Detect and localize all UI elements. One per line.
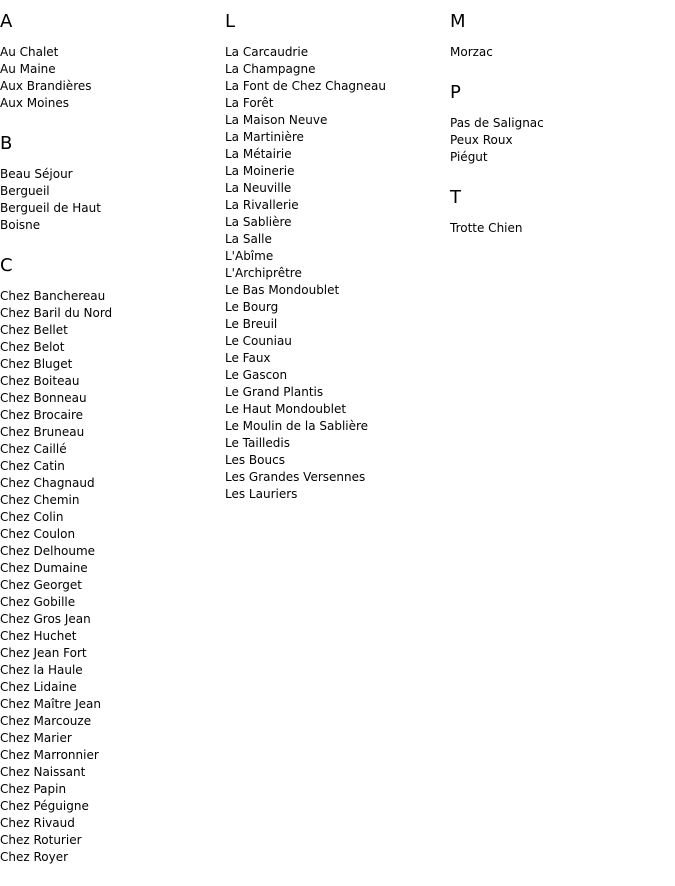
place-link-le-bourg[interactable]: Le Bourg	[225, 300, 279, 314]
list-item	[450, 220, 675, 237]
list-item	[225, 282, 450, 299]
list-item	[0, 44, 225, 61]
list-item	[0, 798, 225, 815]
place-link-chez-banchereau[interactable]: Chez Banchereau	[0, 289, 106, 303]
letter-heading: B	[0, 133, 13, 154]
list-item	[225, 44, 450, 61]
list-item	[225, 316, 450, 333]
place-link-bergueil-de-haut[interactable]: Bergueil de Haut	[0, 201, 101, 215]
place-link-la-metairie[interactable]: La Métairie	[225, 147, 292, 161]
list-item	[225, 384, 450, 401]
place-link-aux-brandieres[interactable]: Aux Brandières	[0, 79, 92, 93]
list-item	[0, 458, 225, 475]
place-link-chez-naissant[interactable]: Chez Naissant	[0, 765, 86, 779]
letter-heading: T	[450, 187, 461, 208]
list-item	[225, 401, 450, 418]
place-link-les-grandes-versennes[interactable]: Les Grandes Versennes	[225, 470, 366, 484]
place-link-le-faux[interactable]: Le Faux	[225, 351, 271, 365]
list-item	[225, 333, 450, 350]
list-item	[0, 95, 225, 112]
list-item	[225, 214, 450, 231]
place-link-chez-gobille[interactable]: Chez Gobille	[0, 595, 76, 609]
place-link-chez-coulon[interactable]: Chez Coulon	[0, 527, 76, 541]
place-link-piegut[interactable]: Piégut	[450, 150, 488, 164]
list-item	[225, 231, 450, 248]
place-link-chez-huchet[interactable]: Chez Huchet	[0, 629, 77, 643]
place-link-chez-chagnaud[interactable]: Chez Chagnaud	[0, 476, 95, 490]
letter-heading: A	[0, 11, 13, 32]
letter-heading: C	[0, 255, 13, 276]
list-item	[225, 197, 450, 214]
list-item	[0, 339, 225, 356]
place-link-chez-baril-du-nord[interactable]: Chez Baril du Nord	[0, 306, 113, 320]
place-link-le-tailledis[interactable]: Le Tailledis	[225, 436, 290, 450]
list-item	[225, 95, 450, 112]
place-link-au-chalet[interactable]: Au Chalet	[0, 45, 59, 59]
list-item	[0, 322, 225, 339]
list-item	[225, 163, 450, 180]
place-link-aux-moines[interactable]: Aux Moines	[0, 96, 69, 110]
list-item	[450, 44, 675, 61]
place-link-peux-roux[interactable]: Peux Roux	[450, 133, 513, 147]
place-link-chez-dumaine[interactable]: Chez Dumaine	[0, 561, 88, 575]
list-item	[225, 129, 450, 146]
list-item	[0, 166, 225, 183]
list-item	[0, 441, 225, 458]
list-item	[0, 611, 225, 628]
list-item	[0, 475, 225, 492]
place-link-le-breuil[interactable]: Le Breuil	[225, 317, 278, 331]
list-item	[225, 265, 450, 282]
place-link-la-sabliere[interactable]: La Sablière	[225, 215, 292, 229]
place-list	[450, 44, 675, 61]
place-link-pas-de-salignac[interactable]: Pas de Salignac	[450, 116, 544, 130]
list-item	[0, 696, 225, 713]
list-item	[225, 435, 450, 452]
index-column-2	[225, 10, 450, 523]
place-link-l-abime[interactable]: L'Abîme	[225, 249, 274, 263]
list-item	[225, 61, 450, 78]
index-column-3	[450, 10, 675, 257]
letter-group-c	[0, 254, 225, 866]
place-link-la-champagne[interactable]: La Champagne	[225, 62, 316, 76]
list-item	[0, 594, 225, 611]
letter-heading: L	[225, 11, 236, 32]
list-item	[0, 713, 225, 730]
place-link-beau-sejour[interactable]: Beau Séjour	[0, 167, 73, 181]
list-item	[0, 183, 225, 200]
place-link-le-grand-plantis[interactable]: Le Grand Plantis	[225, 385, 324, 399]
place-link-chez-marcouze[interactable]: Chez Marcouze	[0, 714, 92, 728]
place-list	[450, 115, 675, 166]
place-link-le-bas-mondoublet[interactable]: Le Bas Mondoublet	[225, 283, 340, 297]
place-link-chez-maitre-jean[interactable]: Chez Maître Jean	[0, 697, 101, 711]
place-link-boisne[interactable]: Boisne	[0, 218, 41, 232]
place-link-chez-bellet[interactable]: Chez Bellet	[0, 323, 68, 337]
place-link-chez-la-haule[interactable]: Chez la Haule	[0, 663, 83, 677]
place-link-au-maine[interactable]: Au Maine	[0, 62, 56, 76]
list-item	[0, 679, 225, 696]
list-item	[0, 747, 225, 764]
place-link-le-gascon[interactable]: Le Gascon	[225, 368, 288, 382]
list-item	[0, 543, 225, 560]
list-item	[0, 424, 225, 441]
place-link-chez-catin[interactable]: Chez Catin	[0, 459, 65, 473]
place-link-les-boucs[interactable]: Les Boucs	[225, 453, 285, 467]
place-link-chez-bluget[interactable]: Chez Bluget	[0, 357, 73, 371]
place-link-chez-marronnier[interactable]: Chez Marronnier	[0, 748, 99, 762]
letter-heading: M	[450, 11, 466, 32]
list-item	[0, 764, 225, 781]
place-link-chez-lidaine[interactable]: Chez Lidaine	[0, 680, 77, 694]
list-item	[0, 217, 225, 234]
place-link-trotte-chien[interactable]: Trotte Chien	[450, 221, 523, 235]
list-item	[225, 486, 450, 503]
place-list	[450, 220, 675, 237]
place-link-la-rivallerie[interactable]: La Rivallerie	[225, 198, 299, 212]
list-item	[0, 356, 225, 373]
place-link-chez-delhoume[interactable]: Chez Delhoume	[0, 544, 96, 558]
list-item	[225, 469, 450, 486]
list-item	[0, 373, 225, 390]
list-item	[0, 781, 225, 798]
letter-group-b	[0, 132, 225, 234]
list-item	[450, 149, 675, 166]
list-item	[0, 61, 225, 78]
list-item	[0, 832, 225, 849]
list-item	[225, 180, 450, 197]
list-item	[225, 146, 450, 163]
list-item	[225, 367, 450, 384]
place-list	[225, 44, 450, 503]
list-item	[225, 248, 450, 265]
place-link-la-maison-neuve[interactable]: La Maison Neuve	[225, 113, 328, 127]
list-item	[0, 849, 225, 866]
place-link-chez-brocaire[interactable]: Chez Brocaire	[0, 408, 84, 422]
place-link-chez-chemin[interactable]: Chez Chemin	[0, 493, 80, 507]
place-link-chez-bonneau[interactable]: Chez Bonneau	[0, 391, 87, 405]
list-item	[0, 560, 225, 577]
place-link-morzac[interactable]: Morzac	[450, 45, 493, 59]
list-item	[450, 115, 675, 132]
list-item	[225, 299, 450, 316]
place-link-l-archipretre[interactable]: L'Archiprêtre	[225, 266, 302, 280]
place-link-chez-colin[interactable]: Chez Colin	[0, 510, 64, 524]
place-link-chez-georget[interactable]: Chez Georget	[0, 578, 82, 592]
list-item	[0, 730, 225, 747]
place-link-la-neuville[interactable]: La Neuville	[225, 181, 292, 195]
list-item	[0, 577, 225, 594]
place-link-la-carcaudrie[interactable]: La Carcaudrie	[225, 45, 309, 59]
place-list	[0, 44, 225, 112]
letter-group-p	[450, 81, 675, 166]
place-link-la-foret[interactable]: La Forêt	[225, 96, 274, 110]
place-link-chez-papin[interactable]: Chez Papin	[0, 782, 67, 796]
letter-group-m	[450, 10, 675, 61]
place-link-chez-caille[interactable]: Chez Caillé	[0, 442, 67, 456]
place-link-le-moulin-de-la-sabliere[interactable]: Le Moulin de la Sablière	[225, 419, 369, 433]
place-link-chez-belot[interactable]: Chez Belot	[0, 340, 65, 354]
place-link-la-salle[interactable]: La Salle	[225, 232, 272, 246]
place-link-le-couniau[interactable]: Le Couniau	[225, 334, 292, 348]
place-link-chez-gros-jean[interactable]: Chez Gros Jean	[0, 612, 91, 626]
place-link-bergueil[interactable]: Bergueil	[0, 184, 50, 198]
list-item	[0, 407, 225, 424]
list-item	[0, 645, 225, 662]
letter-group-a	[0, 10, 225, 112]
place-link-la-martiniere[interactable]: La Martinière	[225, 130, 304, 144]
place-link-chez-boiteau[interactable]: Chez Boiteau	[0, 374, 80, 388]
letter-heading: P	[450, 82, 461, 103]
place-link-les-lauriers[interactable]: Les Lauriers	[225, 487, 298, 501]
place-link-chez-rivaud[interactable]: Chez Rivaud	[0, 816, 75, 830]
list-item	[225, 350, 450, 367]
list-item	[450, 132, 675, 149]
place-link-chez-bruneau[interactable]: Chez Bruneau	[0, 425, 85, 439]
list-item	[225, 112, 450, 129]
place-link-chez-roturier[interactable]: Chez Roturier	[0, 833, 82, 847]
list-item	[0, 628, 225, 645]
list-item	[0, 288, 225, 305]
list-item	[225, 418, 450, 435]
place-link-chez-royer[interactable]: Chez Royer	[0, 850, 69, 864]
letter-group-t	[450, 186, 675, 237]
list-item	[0, 200, 225, 217]
list-item	[225, 452, 450, 469]
place-link-le-haut-mondoublet[interactable]: Le Haut Mondoublet	[225, 402, 347, 416]
list-item	[0, 78, 225, 95]
place-link-la-moinerie[interactable]: La Moinerie	[225, 164, 295, 178]
list-item	[0, 305, 225, 322]
place-link-chez-marier[interactable]: Chez Marier	[0, 731, 72, 745]
list-item	[225, 78, 450, 95]
letter-group-l	[225, 10, 450, 503]
place-link-la-font-de-chez-chagneau[interactable]: La Font de Chez Chagneau	[225, 79, 386, 93]
index-column-1	[0, 10, 225, 886]
place-link-chez-peguigne[interactable]: Chez Péguigne	[0, 799, 89, 813]
place-list	[0, 166, 225, 234]
list-item	[0, 815, 225, 832]
list-item	[0, 526, 225, 543]
place-list	[0, 288, 225, 866]
list-item	[0, 492, 225, 509]
place-link-chez-jean-fort[interactable]: Chez Jean Fort	[0, 646, 87, 660]
list-item	[0, 390, 225, 407]
list-item	[0, 662, 225, 679]
list-item	[0, 509, 225, 526]
